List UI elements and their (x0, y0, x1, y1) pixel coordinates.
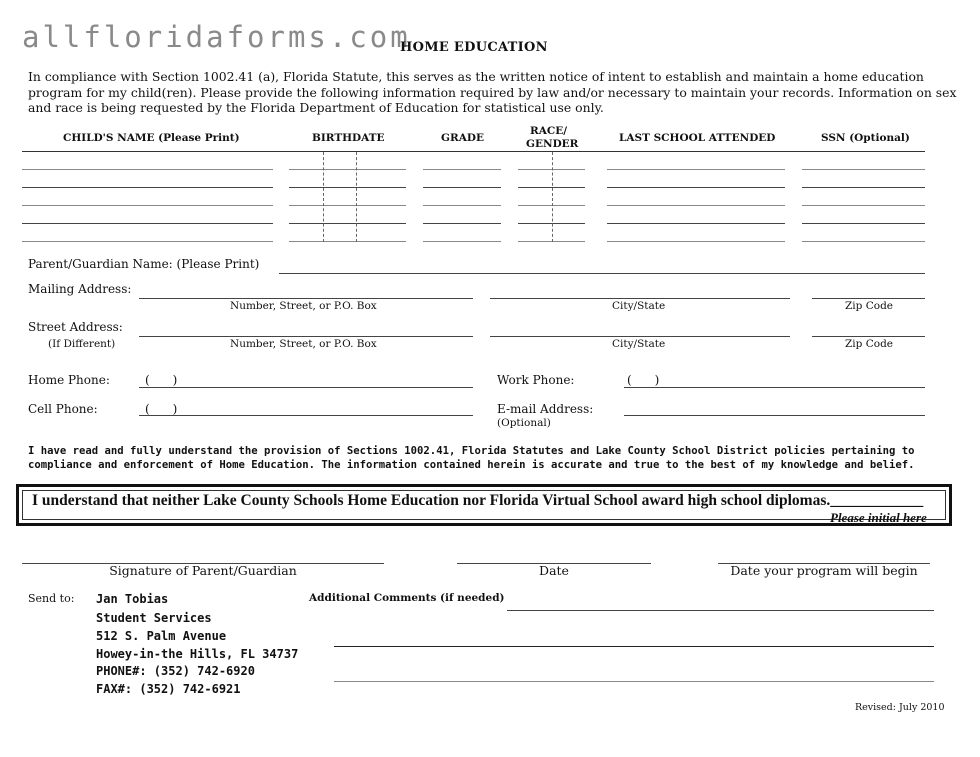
street-city-field[interactable] (490, 336, 790, 337)
send-to-name: Jan Tobias (96, 592, 169, 606)
child-name-field[interactable] (22, 223, 273, 224)
col-childs-name: CHILD'S NAME (Please Print) (63, 132, 240, 144)
birthdate-divider (323, 152, 324, 242)
work-phone-field[interactable] (624, 387, 925, 388)
last-school-field[interactable] (607, 205, 785, 206)
parent-name-label: Parent/Guardian Name: (Please Print) (28, 257, 260, 271)
last-school-field[interactable] (607, 241, 785, 242)
cell-phone-area-code: ( ) (145, 402, 178, 416)
mailing-zip-caption: Zip Code (845, 300, 894, 312)
send-to-city: Howey-in-the Hills, FL 34737 (96, 647, 299, 661)
email-optional-label: (Optional) (497, 417, 551, 429)
last-school-field[interactable] (607, 187, 785, 188)
cell-phone-label: Cell Phone: (28, 402, 98, 416)
comments-line-1[interactable] (507, 610, 934, 611)
birthdate-divider (356, 152, 357, 242)
mailing-street-caption: Number, Street, or P.O. Box (230, 300, 377, 312)
ssn-field[interactable] (802, 241, 925, 242)
mailing-address-label: Mailing Address: (28, 282, 132, 296)
send-to-fax: FAX#: (352) 742-6921 (96, 682, 241, 696)
grade-field[interactable] (423, 223, 501, 224)
email-field[interactable] (624, 415, 925, 416)
street-street-caption: Number, Street, or P.O. Box (230, 338, 377, 350)
child-name-field[interactable] (22, 187, 273, 188)
home-phone-area-code: ( ) (145, 373, 178, 387)
form-title: HOME EDUCATION (400, 40, 548, 55)
grade-field[interactable] (423, 205, 501, 206)
revised-date: Revised: July 2010 (855, 702, 945, 713)
child-name-field[interactable] (22, 169, 273, 170)
date-label: Date (539, 563, 569, 578)
ssn-field[interactable] (802, 187, 925, 188)
send-to-phone: PHONE#: (352) 742-6920 (96, 664, 255, 678)
send-to-label: Send to: (28, 592, 75, 605)
ssn-field[interactable] (802, 169, 925, 170)
begin-date-label: Date your program will begin (730, 563, 918, 578)
mailing-zip-field[interactable] (812, 298, 925, 299)
street-zip-field[interactable] (812, 336, 925, 337)
mailing-city-field[interactable] (490, 298, 790, 299)
birthdate-field[interactable] (289, 187, 406, 188)
mailing-city-caption: City/State (612, 300, 666, 312)
street-address-label: Street Address: (28, 320, 123, 334)
send-to-department: Student Services (96, 611, 212, 625)
grade-field[interactable] (423, 187, 501, 188)
if-different-label: (If Different) (48, 338, 116, 350)
child-name-field[interactable] (22, 205, 273, 206)
birthdate-field[interactable] (289, 169, 406, 170)
grade-field[interactable] (423, 241, 501, 242)
parent-name-field[interactable] (279, 273, 925, 274)
street-zip-caption: Zip Code (845, 338, 894, 350)
col-ssn: SSN (Optional) (821, 132, 910, 144)
work-phone-label: Work Phone: (497, 373, 575, 387)
site-watermark: allfloridaforms.com (22, 20, 411, 54)
cell-phone-field[interactable] (139, 415, 473, 416)
race-gender-divider (552, 152, 553, 242)
home-phone-label: Home Phone: (28, 373, 110, 387)
send-to-street: 512 S. Palm Avenue (96, 629, 227, 643)
comments-label: Additional Comments (if needed) (309, 592, 505, 604)
last-school-field[interactable] (607, 169, 785, 170)
comments-line-3[interactable] (334, 681, 934, 682)
last-school-field[interactable] (607, 223, 785, 224)
comments-line-2[interactable] (334, 646, 934, 647)
initial-label: Please initial here (830, 510, 927, 525)
declaration-text: I have read and fully understand the provision of Sections 1002.41, Florida Statutes and Lake County School District policies pertaining to compliance and enforcement of Home Education. The information contained herein is accurate and true to the best of my knowledge and belief. (28, 445, 915, 471)
birthdate-field[interactable] (289, 223, 406, 224)
home-phone-field[interactable] (139, 387, 473, 388)
col-race: RACE/ (530, 125, 568, 137)
col-last-school: LAST SCHOOL ATTENDED (619, 132, 776, 144)
mailing-street-field[interactable] (139, 298, 473, 299)
col-grade: GRADE (441, 132, 484, 144)
work-phone-area-code: ( ) (627, 373, 660, 387)
intro-paragraph: In compliance with Section 1002.41 (a), Florida Statute, this serves as the written notice of intent to establish and maintain a home education program for my child(ren). Please provide the following information required by law and/or necessary to maintain your records. Information on sex and race is being requested by the Florida Department of Education for statistical use only. (28, 69, 957, 115)
street-street-field[interactable] (139, 336, 473, 337)
birthdate-field[interactable] (289, 241, 406, 242)
col-birthdate: BIRTHDATE (312, 132, 385, 144)
street-city-caption: City/State (612, 338, 666, 350)
ssn-field[interactable] (802, 223, 925, 224)
child-name-field[interactable] (22, 241, 273, 242)
grade-field[interactable] (423, 169, 501, 170)
col-gender: GENDER (526, 138, 579, 150)
signature-label: Signature of Parent/Guardian (109, 563, 297, 578)
initial-field[interactable] (832, 491, 926, 509)
email-label: E-mail Address: (497, 402, 594, 416)
diploma-notice-text: I understand that neither Lake County Schools Home Education nor Florida Virtual School award high school diplomas.____________ (32, 492, 924, 509)
birthdate-field[interactable] (289, 205, 406, 206)
ssn-field[interactable] (802, 205, 925, 206)
table-header-rule (22, 151, 925, 152)
